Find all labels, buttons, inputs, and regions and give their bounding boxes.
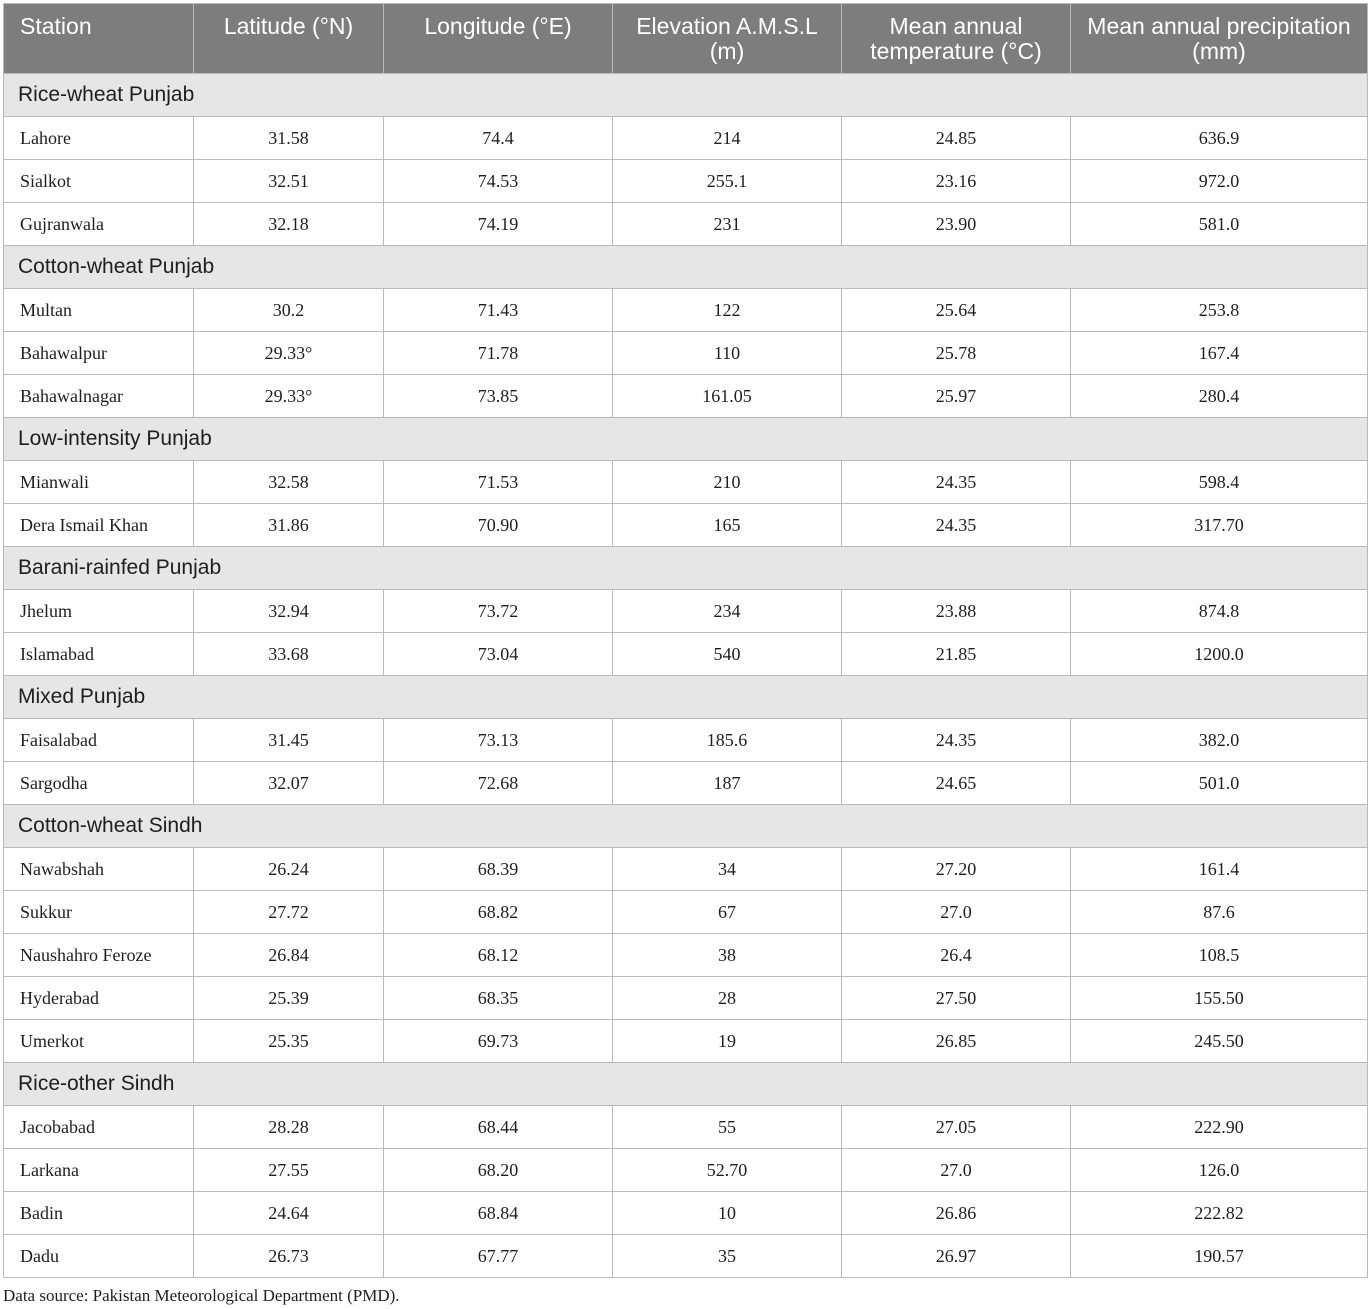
cell-precipitation: 190.57 xyxy=(1071,1235,1368,1278)
cell-precipitation: 1200.0 xyxy=(1071,633,1368,676)
cell-latitude: 29.33° xyxy=(194,332,384,375)
cell-precipitation: 155.50 xyxy=(1071,977,1368,1020)
cell-station: Hyderabad xyxy=(4,977,194,1020)
cell-elevation: 255.1 xyxy=(613,160,842,203)
cell-latitude: 28.28 xyxy=(194,1106,384,1149)
cell-elevation: 67 xyxy=(613,891,842,934)
cell-elevation: 165 xyxy=(613,504,842,547)
cell-temperature: 26.97 xyxy=(842,1235,1071,1278)
cell-station: Jhelum xyxy=(4,590,194,633)
table-row xyxy=(4,160,1368,203)
cell-longitude: 68.84 xyxy=(384,1192,613,1235)
cell-latitude: 26.24 xyxy=(194,848,384,891)
table-row xyxy=(4,590,1368,633)
cell-latitude: 27.55 xyxy=(194,1149,384,1192)
group-row xyxy=(4,676,1368,719)
table-row xyxy=(4,1106,1368,1149)
cell-precipitation: 317.70 xyxy=(1071,504,1368,547)
cell-longitude: 72.68 xyxy=(384,762,613,805)
group-label: Mixed Punjab xyxy=(4,676,1368,719)
station-table-container xyxy=(3,3,1367,1278)
group-row xyxy=(4,547,1368,590)
cell-elevation: 214 xyxy=(613,117,842,160)
group-row xyxy=(4,74,1368,117)
cell-temperature: 27.0 xyxy=(842,891,1071,934)
cell-elevation: 35 xyxy=(613,1235,842,1278)
table-row xyxy=(4,762,1368,805)
cell-station: Dadu xyxy=(4,1235,194,1278)
cell-station: Jacobabad xyxy=(4,1106,194,1149)
cell-elevation: 38 xyxy=(613,934,842,977)
cell-temperature: 25.78 xyxy=(842,332,1071,375)
table-row xyxy=(4,848,1368,891)
cell-precipitation: 167.4 xyxy=(1071,332,1368,375)
header-precipitation: Mean annual precipitation (mm) xyxy=(1071,4,1368,74)
cell-longitude: 73.72 xyxy=(384,590,613,633)
cell-station: Lahore xyxy=(4,117,194,160)
cell-station: Sukkur xyxy=(4,891,194,934)
cell-longitude: 68.35 xyxy=(384,977,613,1020)
cell-precipitation: 972.0 xyxy=(1071,160,1368,203)
cell-elevation: 540 xyxy=(613,633,842,676)
cell-longitude: 74.4 xyxy=(384,117,613,160)
cell-longitude: 74.19 xyxy=(384,203,613,246)
cell-station: Umerkot xyxy=(4,1020,194,1063)
cell-precipitation: 501.0 xyxy=(1071,762,1368,805)
header-longitude: Longitude (°E) xyxy=(384,4,613,74)
table-row xyxy=(4,461,1368,504)
cell-temperature: 23.88 xyxy=(842,590,1071,633)
cell-latitude: 26.73 xyxy=(194,1235,384,1278)
header-row xyxy=(4,4,1368,74)
table-row xyxy=(4,934,1368,977)
cell-longitude: 73.04 xyxy=(384,633,613,676)
cell-station: Faisalabad xyxy=(4,719,194,762)
cell-temperature: 27.05 xyxy=(842,1106,1071,1149)
cell-station: Sialkot xyxy=(4,160,194,203)
cell-latitude: 24.64 xyxy=(194,1192,384,1235)
cell-longitude: 74.53 xyxy=(384,160,613,203)
cell-latitude: 29.33° xyxy=(194,375,384,418)
table-row xyxy=(4,289,1368,332)
cell-elevation: 234 xyxy=(613,590,842,633)
cell-precipitation: 161.4 xyxy=(1071,848,1368,891)
cell-precipitation: 245.50 xyxy=(1071,1020,1368,1063)
cell-elevation: 19 xyxy=(613,1020,842,1063)
table-row xyxy=(4,1020,1368,1063)
cell-elevation: 185.6 xyxy=(613,719,842,762)
cell-latitude: 31.45 xyxy=(194,719,384,762)
cell-precipitation: 253.8 xyxy=(1071,289,1368,332)
data-source-note: Data source: Pakistan Meteorological Department (PMD). xyxy=(3,1286,400,1305)
cell-elevation: 210 xyxy=(613,461,842,504)
cell-station: Islamabad xyxy=(4,633,194,676)
cell-temperature: 27.0 xyxy=(842,1149,1071,1192)
table-row xyxy=(4,375,1368,418)
cell-temperature: 23.90 xyxy=(842,203,1071,246)
cell-station: Multan xyxy=(4,289,194,332)
cell-longitude: 68.39 xyxy=(384,848,613,891)
cell-latitude: 32.94 xyxy=(194,590,384,633)
cell-temperature: 26.4 xyxy=(842,934,1071,977)
group-label: Rice-other Sindh xyxy=(4,1063,1368,1106)
cell-elevation: 28 xyxy=(613,977,842,1020)
cell-latitude: 31.86 xyxy=(194,504,384,547)
cell-temperature: 24.35 xyxy=(842,461,1071,504)
cell-elevation: 10 xyxy=(613,1192,842,1235)
cell-latitude: 26.84 xyxy=(194,934,384,977)
cell-longitude: 69.73 xyxy=(384,1020,613,1063)
cell-precipitation: 280.4 xyxy=(1071,375,1368,418)
cell-latitude: 25.39 xyxy=(194,977,384,1020)
cell-temperature: 23.16 xyxy=(842,160,1071,203)
cell-precipitation: 874.8 xyxy=(1071,590,1368,633)
table-row xyxy=(4,719,1368,762)
table-row xyxy=(4,891,1368,934)
cell-longitude: 73.13 xyxy=(384,719,613,762)
cell-longitude: 68.82 xyxy=(384,891,613,934)
group-row xyxy=(4,418,1368,461)
group-row xyxy=(4,805,1368,848)
cell-latitude: 25.35 xyxy=(194,1020,384,1063)
cell-precipitation: 598.4 xyxy=(1071,461,1368,504)
table-row xyxy=(4,633,1368,676)
station-table xyxy=(3,3,1368,1278)
table-row xyxy=(4,1192,1368,1235)
cell-latitude: 32.07 xyxy=(194,762,384,805)
cell-elevation: 110 xyxy=(613,332,842,375)
cell-station: Naushahro Feroze xyxy=(4,934,194,977)
header-station: Station xyxy=(4,4,194,74)
cell-temperature: 24.65 xyxy=(842,762,1071,805)
cell-latitude: 32.51 xyxy=(194,160,384,203)
cell-latitude: 27.72 xyxy=(194,891,384,934)
cell-temperature: 21.85 xyxy=(842,633,1071,676)
table-row xyxy=(4,117,1368,160)
cell-precipitation: 222.90 xyxy=(1071,1106,1368,1149)
cell-station: Gujranwala xyxy=(4,203,194,246)
cell-precipitation: 87.6 xyxy=(1071,891,1368,934)
cell-temperature: 25.64 xyxy=(842,289,1071,332)
cell-latitude: 30.2 xyxy=(194,289,384,332)
cell-elevation: 34 xyxy=(613,848,842,891)
cell-precipitation: 636.9 xyxy=(1071,117,1368,160)
table-row xyxy=(4,1235,1368,1278)
cell-latitude: 33.68 xyxy=(194,633,384,676)
cell-elevation: 187 xyxy=(613,762,842,805)
cell-temperature: 24.35 xyxy=(842,719,1071,762)
cell-station: Mianwali xyxy=(4,461,194,504)
cell-temperature: 27.20 xyxy=(842,848,1071,891)
cell-elevation: 161.05 xyxy=(613,375,842,418)
group-label: Low-intensity Punjab xyxy=(4,418,1368,461)
group-label: Cotton-wheat Sindh xyxy=(4,805,1368,848)
cell-precipitation: 222.82 xyxy=(1071,1192,1368,1235)
cell-precipitation: 581.0 xyxy=(1071,203,1368,246)
group-label: Rice-wheat Punjab xyxy=(4,74,1368,117)
cell-elevation: 122 xyxy=(613,289,842,332)
cell-temperature: 27.50 xyxy=(842,977,1071,1020)
cell-elevation: 52.70 xyxy=(613,1149,842,1192)
cell-precipitation: 126.0 xyxy=(1071,1149,1368,1192)
cell-latitude: 32.18 xyxy=(194,203,384,246)
group-label: Barani-rainfed Punjab xyxy=(4,547,1368,590)
cell-latitude: 31.58 xyxy=(194,117,384,160)
cell-longitude: 68.44 xyxy=(384,1106,613,1149)
table-row xyxy=(4,203,1368,246)
table-row xyxy=(4,977,1368,1020)
cell-longitude: 67.77 xyxy=(384,1235,613,1278)
cell-station: Badin xyxy=(4,1192,194,1235)
cell-station: Bahawalnagar xyxy=(4,375,194,418)
cell-longitude: 70.90 xyxy=(384,504,613,547)
group-row xyxy=(4,246,1368,289)
table-row xyxy=(4,332,1368,375)
cell-station: Nawabshah xyxy=(4,848,194,891)
cell-elevation: 55 xyxy=(613,1106,842,1149)
table-header xyxy=(4,4,1368,74)
cell-longitude: 71.53 xyxy=(384,461,613,504)
cell-precipitation: 382.0 xyxy=(1071,719,1368,762)
table-body xyxy=(4,74,1368,1278)
cell-temperature: 26.85 xyxy=(842,1020,1071,1063)
table-row xyxy=(4,504,1368,547)
header-latitude: Latitude (°N) xyxy=(194,4,384,74)
cell-station: Dera Ismail Khan xyxy=(4,504,194,547)
group-row xyxy=(4,1063,1368,1106)
cell-longitude: 71.78 xyxy=(384,332,613,375)
cell-longitude: 73.85 xyxy=(384,375,613,418)
header-elevation: Elevation A.M.S.L (m) xyxy=(613,4,842,74)
cell-latitude: 32.58 xyxy=(194,461,384,504)
cell-temperature: 26.86 xyxy=(842,1192,1071,1235)
cell-longitude: 68.20 xyxy=(384,1149,613,1192)
table-row xyxy=(4,1149,1368,1192)
cell-longitude: 71.43 xyxy=(384,289,613,332)
cell-elevation: 231 xyxy=(613,203,842,246)
cell-longitude: 68.12 xyxy=(384,934,613,977)
header-temperature: Mean annual temperature (°C) xyxy=(842,4,1071,74)
cell-precipitation: 108.5 xyxy=(1071,934,1368,977)
cell-temperature: 24.35 xyxy=(842,504,1071,547)
cell-temperature: 25.97 xyxy=(842,375,1071,418)
group-label: Cotton-wheat Punjab xyxy=(4,246,1368,289)
cell-station: Bahawalpur xyxy=(4,332,194,375)
cell-temperature: 24.85 xyxy=(842,117,1071,160)
cell-station: Larkana xyxy=(4,1149,194,1192)
cell-station: Sargodha xyxy=(4,762,194,805)
